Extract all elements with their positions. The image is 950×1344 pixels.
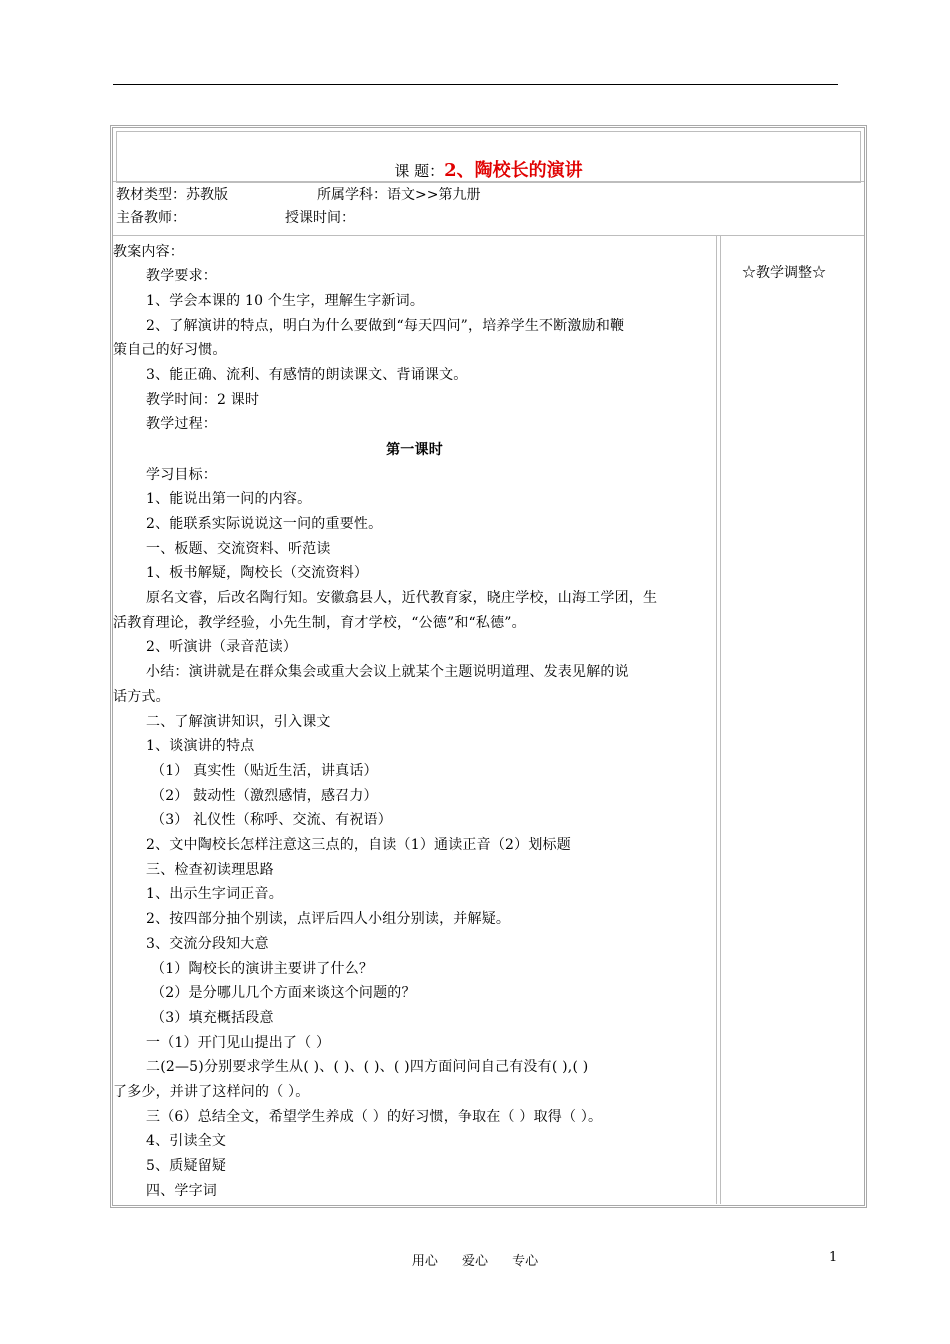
content-line: 一（1）开门见山提出了（ ）	[146, 1035, 331, 1051]
content-line: 活教育理论，教学经验，小先生制，育才学校，“公德”和“私德”。	[113, 615, 526, 631]
page-number: 1	[829, 1250, 838, 1265]
content-line: 一、板题、交流资料、听范读	[146, 541, 331, 557]
title-label: 课 题：	[394, 162, 445, 180]
column-divider	[716, 236, 717, 1204]
content-line: （1） 真实性（贴近生活，讲真话）	[151, 763, 378, 779]
content-line: 1、谈演讲的特点	[146, 738, 255, 754]
subject: 所属学科：语文>>第九册	[317, 187, 481, 203]
content-line: 2、了解演讲的特点，明白为什么要做到“每天四问”，培养学生不断激励和鞭	[146, 318, 625, 334]
content-line: 四、学字词	[146, 1183, 217, 1199]
content-line: 教学过程：	[146, 416, 217, 432]
content-line: 策自己的好习惯。	[113, 342, 227, 358]
content-line: 2、按四部分抽个别读，点评后四人小组分别读，并解疑。	[146, 911, 511, 927]
content-line: 二(2—5)分别要求学生从( )、( )、( )、( )四方面问问自己有没有( ),( )	[146, 1059, 589, 1075]
footer-item: 专心	[512, 1254, 539, 1269]
material-type: 教材类型：苏教版	[116, 187, 228, 203]
content-line: 学习目标：	[146, 467, 217, 483]
class-time: 授课时间：	[285, 210, 355, 226]
row-divider	[113, 235, 864, 236]
teacher: 主备教师：	[116, 210, 186, 226]
content-line: 5、质疑留疑	[146, 1158, 227, 1174]
content-line: 1、出示生字词正音。	[146, 886, 283, 902]
content-line: （3）填充概括段意	[151, 1010, 274, 1026]
footer-item: 用心	[411, 1254, 438, 1269]
title-row	[116, 131, 861, 183]
lesson-heading: 第一课时	[386, 442, 443, 458]
content-line: 原名文睿，后改名陶行知。安徽翕县人，近代教育家，晓庄学校，山海工学团，生	[146, 590, 658, 606]
content-line: 三、检查初读理思路	[146, 862, 274, 878]
lesson-title	[117, 156, 860, 182]
content-line: 2、能联系实际说说这一问的重要性。	[146, 516, 383, 532]
content-line: 三（6）总结全文，希望学生养成（ ）的好习惯，争取在（ ）取得（ ）。	[146, 1109, 603, 1125]
content-line: 教学时间：2 课时	[146, 392, 260, 408]
content-line: 二、了解演讲知识，引入课文	[146, 714, 331, 730]
content-line: 3、能正确、流利、有感情的朗读课文、背诵课文。	[146, 367, 468, 383]
page-footer	[0, 1250, 950, 1269]
content-line: 2、文中陶校长怎样注意这三点的，自读（1）通读正音（2）划标题	[146, 837, 571, 853]
header-rule	[113, 84, 838, 85]
content-line: 教案内容：	[113, 244, 184, 260]
content-line: 1、能说出第一问的内容。	[146, 491, 312, 507]
content-line: 4、引读全文	[146, 1133, 227, 1149]
content-line: 了多少，并讲了这样问的（ ）。	[113, 1084, 310, 1100]
content-line: （3） 礼仪性（称呼、交流、有祝语）	[151, 812, 392, 828]
row-divider	[113, 181, 864, 182]
content-line: 1、板书解疑，陶校长（交流资料）	[146, 565, 369, 581]
title-text: 2、陶校长的演讲	[444, 160, 583, 181]
content-line: （2）是分哪儿几个方面来谈这个问题的？	[151, 985, 416, 1001]
content-line: （1）陶校长的演讲主要讲了什么？	[151, 961, 374, 977]
content-line: 教学要求：	[146, 268, 217, 284]
content-line: 3、交流分段知大意	[146, 936, 269, 952]
content-line: 1、学会本课的 10 个生字，理解生字新词。	[146, 293, 425, 309]
content-line: 小结：演讲就是在群众集会或重大会议上就某个主题说明道理、发表见解的说	[146, 664, 629, 680]
content-line: 2、听演讲（录音范读）	[146, 639, 298, 655]
content-line: （2） 鼓动性（激烈感情，感召力）	[151, 788, 378, 804]
content-line: 话方式。	[113, 689, 170, 705]
column-divider	[720, 236, 721, 1204]
teaching-adjustment: ☆教学调整☆	[742, 265, 826, 281]
footer-item: 爱心	[461, 1254, 488, 1269]
